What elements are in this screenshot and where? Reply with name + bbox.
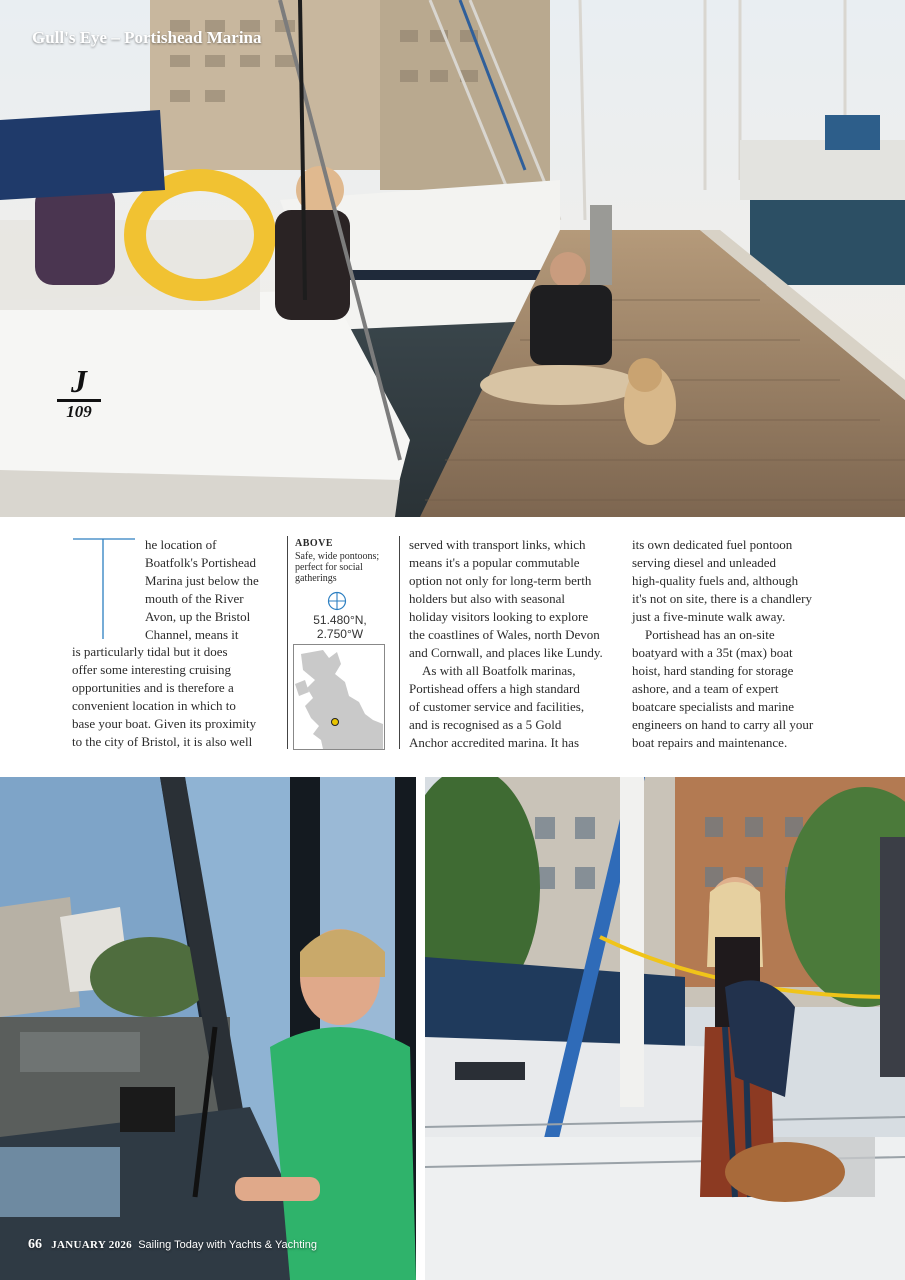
caption-divider-right	[399, 536, 400, 749]
caption-divider-left	[287, 536, 288, 749]
article-col3	[409, 536, 614, 752]
hull-j109-logo	[57, 365, 101, 421]
text-line: mouth of the River	[145, 591, 244, 606]
text-line: option not only for long-term berth	[409, 573, 592, 588]
article-col1-bottom	[72, 643, 268, 751]
text-line: of customer service and facilities,	[409, 699, 585, 714]
text-line: serving diesel and unleaded	[632, 555, 777, 570]
text-line: and is recognised as a 5 Gold	[409, 717, 562, 732]
text-line: Avon, up the Bristol	[145, 609, 251, 624]
text-line: means it's a popular commutable	[409, 555, 580, 570]
text-line: just a five-minute walk away.	[632, 609, 786, 624]
marina-pontoon-photo	[0, 0, 905, 517]
text-line: Anchor accredited marina. It has	[409, 735, 580, 750]
uk-locator-map	[293, 644, 385, 750]
text-line: its own dedicated fuel pontoon	[632, 537, 793, 552]
issue-date: JANUARY 2026	[51, 1239, 132, 1251]
text-line: boatyard with a 35t (max) boat	[632, 645, 793, 660]
text-line: engineers on hand to carry all your	[632, 717, 814, 732]
caption-text: Safe, wide pontoons; perfect for social gatherings	[295, 551, 380, 584]
text-line: boat repairs and maintenance.	[632, 735, 788, 750]
marina-office-photo	[0, 777, 416, 1280]
text-line: base your boat. Given its proximity	[72, 716, 257, 731]
text-line: holders but also with seasonal	[409, 591, 565, 606]
yacht-deck-photo	[425, 777, 905, 1280]
location-coordinates	[295, 613, 385, 641]
text-line: opportunities and is therefore a	[72, 680, 234, 695]
globe-icon	[327, 591, 347, 611]
text-line: the coastlines of Wales, north Devon	[409, 627, 600, 642]
text-line: ashore, and a team of expert	[632, 681, 779, 696]
text-line: hoist, hard standing for storage	[632, 663, 794, 678]
text-line: served with transport links, which	[409, 537, 586, 552]
text-line: high-quality fuels and, although	[632, 573, 799, 588]
hull-letter: J	[71, 363, 87, 399]
text-line: Portishead offers a high standard	[409, 681, 580, 696]
magazine-title: Sailing Today with Yachts & Yachting	[138, 1239, 317, 1251]
photo-caption	[295, 537, 391, 584]
section-label: Gull's Eye – Portishead Marina	[32, 28, 262, 47]
text-line: As with all Boatfolk marinas,	[422, 663, 576, 678]
text-line: offer some interesting cruising	[72, 662, 231, 677]
text-line: convenient location in which to	[72, 698, 236, 713]
text-line: it's not on site, there is a chandlery	[632, 591, 812, 606]
text-line: he location of	[145, 537, 217, 552]
text-line: Marina just below the	[145, 573, 259, 588]
text-line: to the city of Bristol, it is also well	[72, 734, 253, 749]
hull-number: 109	[66, 402, 92, 421]
text-line: Channel, means it	[145, 627, 239, 642]
text-line: boatcare specialists and marine	[632, 699, 795, 714]
article-col1-top	[145, 536, 269, 644]
text-line: Boatfolk's Portishead	[145, 555, 257, 570]
latitude-text: 51.480°N,	[313, 613, 367, 627]
article-col4	[632, 536, 832, 752]
drop-cap-letter	[72, 538, 136, 640]
text-line: and Cornwall, and places like Lundy.	[409, 645, 603, 660]
caption-title: ABOVE	[295, 538, 334, 549]
page-number: 66	[28, 1237, 42, 1252]
text-line: is particularly tidal but it does	[72, 644, 228, 659]
text-line: Portishead has an on-site	[645, 627, 775, 642]
longitude-text: 2.750°W	[316, 627, 364, 641]
text-line: holiday visitors looking to explore	[409, 609, 589, 624]
page-footer	[28, 1236, 317, 1253]
